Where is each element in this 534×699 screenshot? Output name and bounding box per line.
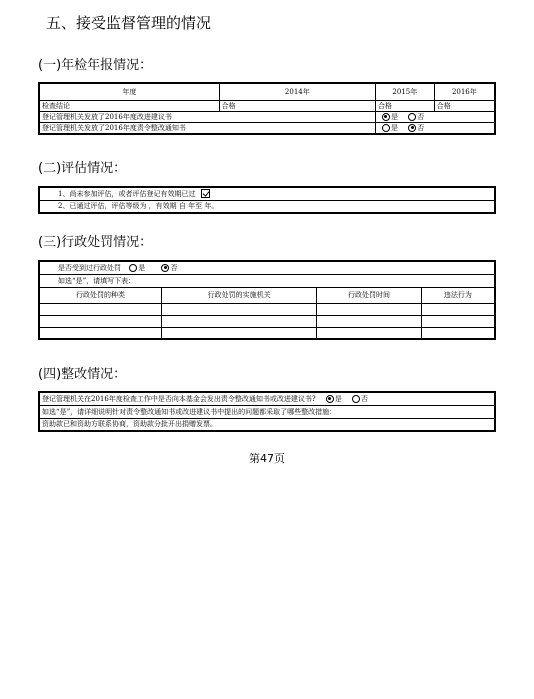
col-penalty-type: 行政处罚的种类 bbox=[39, 287, 161, 303]
radio-yes-selected-icon[interactable] bbox=[382, 113, 390, 121]
header-2014: 2014年 bbox=[219, 83, 375, 100]
col-penalty-time: 行政处罚时间 bbox=[317, 287, 422, 303]
suggestion-letter-choice bbox=[375, 111, 495, 122]
annual-title: (一)年检年报情况： bbox=[38, 58, 153, 73]
conclusion-2014: 合格 bbox=[219, 100, 375, 111]
radio-no-label: 否 bbox=[417, 123, 425, 132]
conclusion-2015: 合格 bbox=[375, 100, 434, 111]
header-2015: 2015年 bbox=[375, 83, 434, 100]
table-row bbox=[39, 327, 495, 339]
rectify-notice-label: 登记管理机关发放了2016年度责令整改通知书 bbox=[39, 122, 375, 134]
header-2016: 2016年 bbox=[434, 83, 495, 100]
radio-yes-icon[interactable] bbox=[129, 264, 137, 272]
annual-table bbox=[38, 82, 496, 135]
radio-no-icon[interactable] bbox=[408, 113, 416, 121]
conclusion-2016: 合格 bbox=[434, 100, 495, 111]
suggestion-letter-label: 登记管理机关发放了2016年度改进建议书 bbox=[39, 111, 375, 122]
evaluation-table bbox=[38, 186, 496, 214]
rectify-question: 登记管理机关在2016年度检查工作中是否向本基金会发出责令整改通知书或改进建议书? 是 否 bbox=[39, 392, 495, 405]
header-year: 年度 bbox=[39, 83, 219, 100]
penalty-question: 是否受到过行政处罚 是 否 bbox=[39, 261, 495, 274]
col-penalty-agency: 行政处罚的实施机关 bbox=[161, 287, 316, 303]
radio-no-selected-icon[interactable] bbox=[408, 124, 416, 132]
rectify-title: (四)整改情况： bbox=[38, 367, 127, 382]
evaluation-title: (二)评估情况： bbox=[38, 161, 127, 176]
radio-yes-label: 是 bbox=[390, 123, 398, 132]
rectify-notice-choice bbox=[375, 122, 495, 134]
penalty-title: (三)行政处罚情况： bbox=[38, 235, 153, 250]
penalty-table bbox=[38, 260, 496, 340]
radio-yes-icon[interactable] bbox=[382, 124, 390, 132]
rectify-measures-label: 如选“是”，请详细说明针对责令整改通知书或改进建议书中提出的问题都采取了哪些整改措施： bbox=[39, 405, 495, 418]
rectify-table bbox=[38, 391, 496, 432]
conclusion-label: 检查结论 bbox=[39, 100, 219, 111]
radio-no-label: 否 bbox=[417, 112, 425, 121]
rectify-measures-value: 资助款已和资助方联系协商，资助款分批开出捐赠发票。 bbox=[39, 418, 495, 431]
radio-yes-selected-icon[interactable] bbox=[326, 395, 334, 403]
page-number: 第47页 bbox=[249, 452, 285, 465]
table-row bbox=[39, 303, 495, 315]
radio-no-icon[interactable] bbox=[352, 395, 360, 403]
checkbox-checked-icon[interactable] bbox=[201, 189, 210, 198]
table-row bbox=[39, 315, 495, 327]
col-violation: 违法行为 bbox=[421, 287, 495, 303]
radio-yes-label: 是 bbox=[390, 112, 398, 121]
penalty-fill-hint: 如选“是”，请填写下表： bbox=[39, 274, 495, 287]
radio-no-selected-icon[interactable] bbox=[161, 264, 169, 272]
evaluation-line-1: 1、尚未参加评估，或者评估登记有效期已过 bbox=[39, 187, 495, 200]
section-heading: 五、接受监督管理的情况 bbox=[46, 14, 212, 32]
evaluation-line-2: 2、已通过评估，评估等级为 ，有效期 自 年至 年。 bbox=[39, 200, 495, 213]
